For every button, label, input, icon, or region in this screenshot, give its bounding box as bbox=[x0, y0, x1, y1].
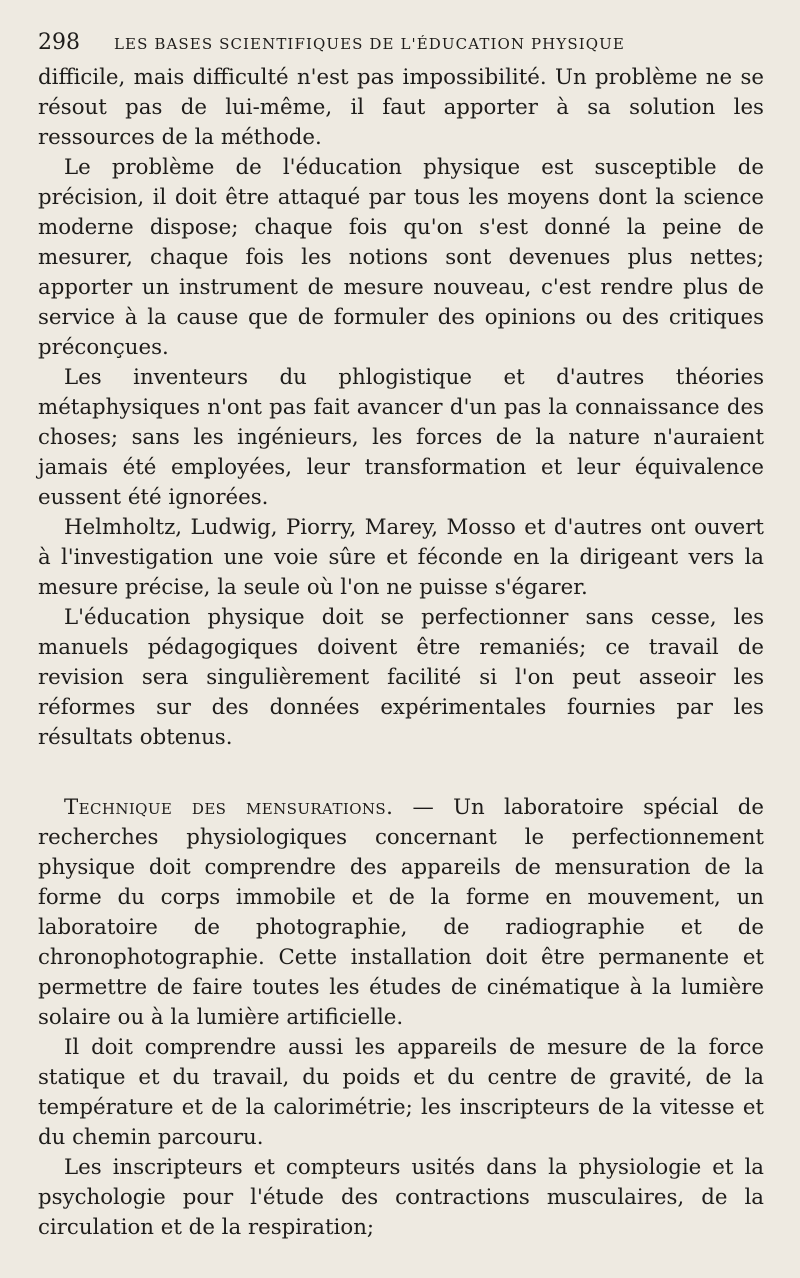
page-header bbox=[38, 30, 764, 55]
section-intro-paragraph bbox=[38, 793, 764, 1033]
paragraph: Il doit comprendre aussi les appareils de mesure de la force statique et du travail, du poids et du centre de gravité, de la température et de la calorimétrie; les inscripteurs de la vitesse et du chemin parcouru. bbox=[38, 1035, 764, 1150]
paragraph: Les inscripteurs et compteurs usités dans la physiologie et la psychologie pour l'étude des contractions musculaires, de la circulation et de la respiration; bbox=[38, 1155, 764, 1240]
paragraph: Les inventeurs du phlogistique et d'autres théories métaphysiques n'ont pas fait avancer d'un pas la connaissance des choses; sans les ingénieurs, les forces de la nature n'auraient jamais été employées, leur transformation et leur équivalence eussent été ignorées. bbox=[38, 365, 764, 510]
running-title: LES BASES SCIENTIFIQUES DE L'ÉDUCATION PHYSIQUE bbox=[114, 35, 625, 53]
paragraph-continuation: difficile, mais difficulté n'est pas impossibilité. Un problème ne se résout pas de lui-même, il faut apporter à sa solution les ressources de la méthode. bbox=[38, 65, 764, 150]
paragraph: L'éducation physique doit se perfectionner sans cesse, les manuels pédagogiques doivent être remaniés; ce travail de revision sera singulièrement facilité si l'on peut asseoir les réformes sur des données expérimentales fournies par les résultats obtenus. bbox=[38, 605, 764, 750]
paragraph: Le problème de l'éducation physique est susceptible de précision, il doit être attaqué par tous les moyens dont la science moderne dispose; chaque fois qu'on s'est donné la peine de mesurer, chaque fois les notions sont devenues plus nettes; apporter un instrument de mesure nouveau, c'est rendre plus de service à la cause que de formuler des opinions ou des critiques préconçues. bbox=[38, 155, 764, 360]
paragraph: Helmholtz, Ludwig, Piorry, Marey, Mosso et d'autres ont ouvert à l'investigation une voie sûre et féconde en la dirigeant vers la mesure précise, la seule où l'on ne puisse s'égarer. bbox=[38, 515, 764, 600]
section-heading: Technique des mensurations. bbox=[64, 795, 394, 820]
section-spacer bbox=[38, 753, 764, 793]
section-dash: — bbox=[393, 795, 454, 820]
section-intro-text: Un laboratoire spécial de recherches physiologiques concernant le perfectionnement physique doit comprendre des appareils de mensuration de la forme du corps immobile et de la forme en mouvement, un laboratoire de photographie, de radiographie et de chronophotographie. Cette installation doit être permanente et permettre de faire toutes les études de cinématique à la lumière solaire ou à la lumière artificielle. bbox=[38, 795, 764, 1030]
page-number: 298 bbox=[38, 30, 80, 55]
